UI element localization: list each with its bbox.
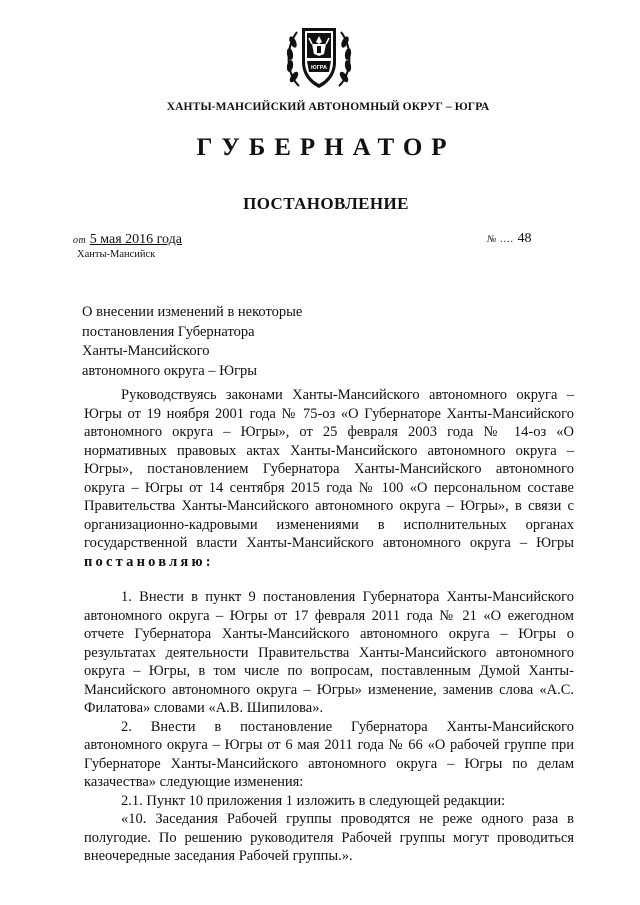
document-subject [82, 303, 352, 381]
number-line [487, 231, 531, 247]
document-body [84, 386, 574, 866]
coat-of-arms-emblem [281, 20, 357, 96]
subject-line: автономного округа – Югры [82, 362, 258, 379]
clause-2-1: 2.1. Пункт 10 приложения 1 изложить в следующей редакции: [121, 792, 506, 809]
number-dots: .... [499, 234, 514, 245]
clause-1: 1. Внести в пункт 9 постановления Губернатора Ханты-Мансийского автономного округа – Югры от 17 февраля 2011 года № 21 «О ежегодном отчете Губернатора Ханты-Мансийского автономного округа – Югры о результатах деятельности Правительства Ханты-Мансийского автономного округа – Югры, в том числе по вопросам, поставленным Думой Ханты-Мансийского автономного округа – Югры» изменение, заменив слова «А.С. Филатова» словами «А.В. Шипилова». [84, 589, 574, 716]
number-sign: № [487, 234, 497, 245]
quoted-clause: «10. Заседания Рабочей группы проводятся не реже одного раза в полугодие. По решению руководителя Рабочей группы могут проводиться внеочередные заседания Рабочей группы.». [84, 811, 574, 864]
region-heading: ХАНТЫ-МАНСИЙСКИЙ АВТОНОМНЫЙ ОКРУГ – ЮГРА [166, 101, 490, 113]
date-line [73, 232, 182, 248]
document-city: Ханты-Мансийск [77, 249, 156, 260]
resolve-word: постановляю: [84, 553, 214, 570]
subject-line: постановления Губернатора [82, 323, 255, 340]
subject-line: Ханты-Мансийского [82, 343, 210, 359]
date-prefix: от [73, 235, 87, 246]
emblem-icon [281, 20, 357, 96]
document-date: 5 мая 2016 года [89, 232, 182, 247]
clause-2: 2. Внести в постановление Губернатора Ханты-Мансийского автономного округа – Югры от 6 мая 2011 года № 66 «О рабочей группе при Губернаторе Ханты-Мансийского автономного округа – Югры по делам казачества» следующие изменения: [84, 718, 574, 790]
emblem-label: ЮГРА [311, 65, 327, 71]
subject-line: О внесении изменений в некоторые [82, 304, 303, 320]
document-type: ПОСТАНОВЛЕНИЕ [243, 194, 409, 213]
page-title: ГУБЕРНАТОР [196, 134, 456, 161]
preamble-paragraph [84, 386, 574, 571]
document-number: 48 [517, 231, 532, 246]
preamble-text: Руководствуясь законами Ханты-Мансийского автономного округа – Югры от 19 ноября 2001 года № 75-оз «О Губернаторе Ханты-Мансийского автономного округа – Югры», от 25 февраля 2003 года № 14-оз «О нормативных правовых актах Ханты-Мансийского автономного округа – Югры», постановлением Губернатора Ханты-Мансийского автономного округа – Югры от 14 сентября 2015 года № 100 «О персональном составе Правительства Ханты-Мансийского автономного округа – Югры», в связи с организационно-кадровыми изменениями в исполнительных органах государственной власти Ханты-Мансийского автономного округа – Югры [84, 387, 574, 551]
